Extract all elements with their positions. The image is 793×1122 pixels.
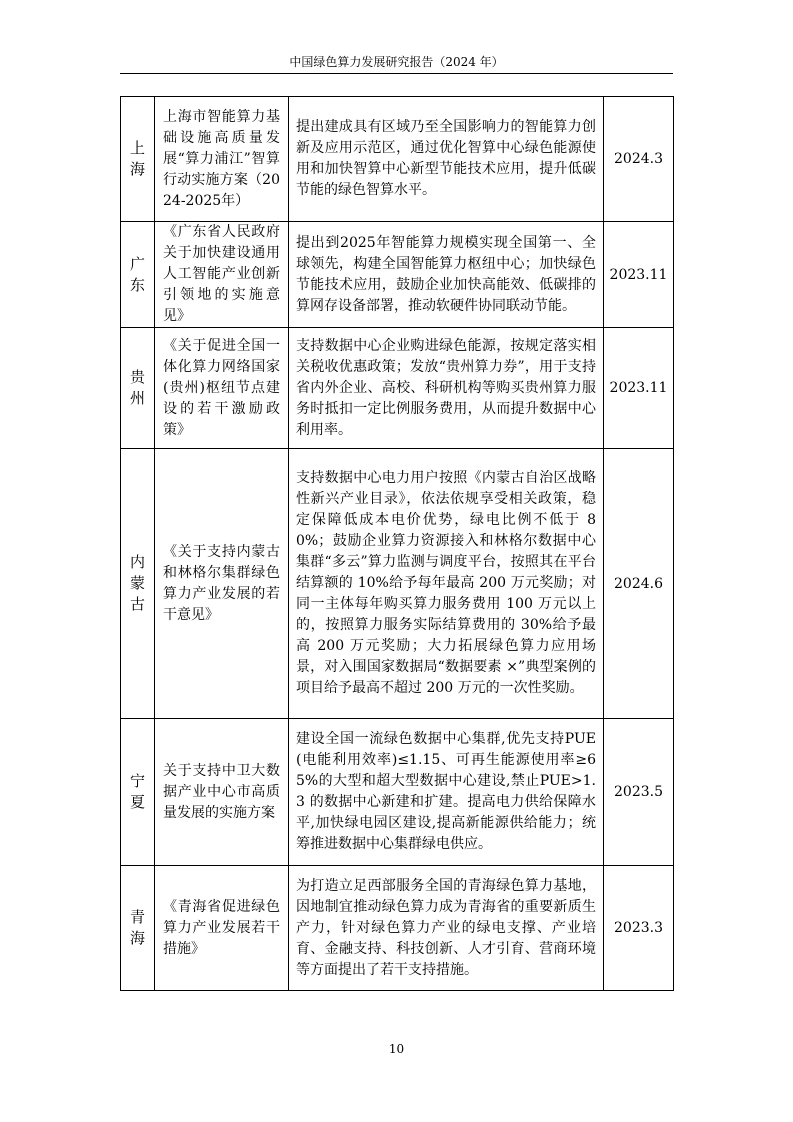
region-cell: [121, 866, 155, 991]
region-name: 广东: [129, 254, 145, 294]
policy-title: 上海市智能算力基础设施高质量发展“算力浦江”智算行动实施方案（2024-2025年）: [155, 97, 289, 222]
policy-date: 2024.3: [604, 97, 674, 222]
policy-table: [120, 96, 674, 991]
region-cell: [121, 328, 155, 449]
running-header: 中国绿色算力发展研究报告（2024 年）: [289, 55, 504, 69]
policy-description: 提出建成具有区域乃至全国影响力的智能算力创新及应用示范区，通过优化智算中心绿色能源使用和加快智算中心新型节能技术应用，提升低碳节能的绿色智算水平。: [289, 97, 604, 222]
region-cell: [121, 222, 155, 328]
policy-date: 2023.5: [604, 719, 674, 866]
table-row: [121, 328, 674, 449]
policy-description: 支持数据中心电力用户按照《内蒙古自治区战略性新兴产业目录》，依法依规享受相关政策，稳定保障低成本电价优势，绿电比例不低于 80%；鼓励企业算力资源接入和林格尔数据中心集群“多云”算力监测与调度平台，按照其在平台结算额的 10%给予每年最高 200 万元奖励；对同一主体每年购买算力服务费用 100 万元以上的，按照算力服务实际结算费用的 30%给予最高 200 万元奖励；大力拓展绿色算力应用场景，对入围国家数据局“数据要素 ×”典型案例的项目给予最高不超过 200 万元的一次性奖励。: [289, 449, 604, 719]
policy-title: 关于支持中卫大数据产业中心市高质量发展的实施方案: [155, 719, 289, 866]
policy-date: 2023.3: [604, 866, 674, 991]
region-cell: [121, 719, 155, 866]
region-name: 贵州: [129, 368, 145, 407]
table-row: [121, 97, 674, 222]
region-name: 宁夏: [129, 772, 145, 811]
region-cell: [121, 97, 155, 222]
header-rule: [120, 73, 673, 74]
region-cell: [121, 449, 155, 719]
page-number: 10: [388, 1042, 405, 1056]
policy-date: 2024.6: [604, 449, 674, 719]
policy-title: 《关于支持内蒙古和林格尔集群绿色算力产业发展的若干意见》: [155, 449, 289, 719]
region-name: 青海: [129, 908, 145, 947]
region-name: 内蒙古: [129, 553, 145, 613]
table-row: [121, 866, 674, 991]
policy-title: 《关于促进全国一体化算力网络国家(贵州)枢纽节点建设的若干激励政策》: [155, 328, 289, 449]
policy-title: 《广东省人民政府关于加快建设通用人工智能产业创新引领地的实施意见》: [155, 222, 289, 328]
policy-description: 为打造立足西部服务全国的青海绿色算力基地，因地制宜推动绿色算力成为青海省的重要新质生产力，针对绿色算力产业的绿电支撑、产业培育、金融支持、科技创新、人才引育、营商环境等方面提出了若干支持措施。: [289, 866, 604, 991]
policy-title: 《青海省促进绿色算力产业发展若干措施》: [155, 866, 289, 991]
policy-description: 建设全国一流绿色数据中心集群,优先支持PUE(电能利用效率)≤1.15、可再生能源使用率≥65%的大型和超大型数据中心建设,禁止PUE>1.3 的数据中心新建和扩建。提高电力供给保障水平,加快绿电园区建设,提高新能源供给能力；统筹推进数据中心集群绿电供应。: [289, 719, 604, 866]
policy-date: 2023.11: [604, 222, 674, 328]
table-row: [121, 449, 674, 719]
table-row: [121, 719, 674, 866]
policy-description: 支持数据中心企业购进绿色能源，按规定落实相关税收优惠政策；发放“贵州算力券”，用于支持省内外企业、高校、科研机构等购买贵州算力服务时抵扣一定比例服务费用，从而提升数据中心利用率。: [289, 328, 604, 449]
table-row: [121, 222, 674, 328]
policy-description: 提出到2025年智能算力规模实现全国第一、全球领先，构建全国智能算力枢纽中心；加快绿色节能技术应用，鼓励企业加快高能效、低碳排的算网存设备部署，推动软硬件协同联动节能。: [289, 222, 604, 328]
region-name: 上海: [129, 139, 145, 178]
policy-date: 2023.11: [604, 328, 674, 449]
